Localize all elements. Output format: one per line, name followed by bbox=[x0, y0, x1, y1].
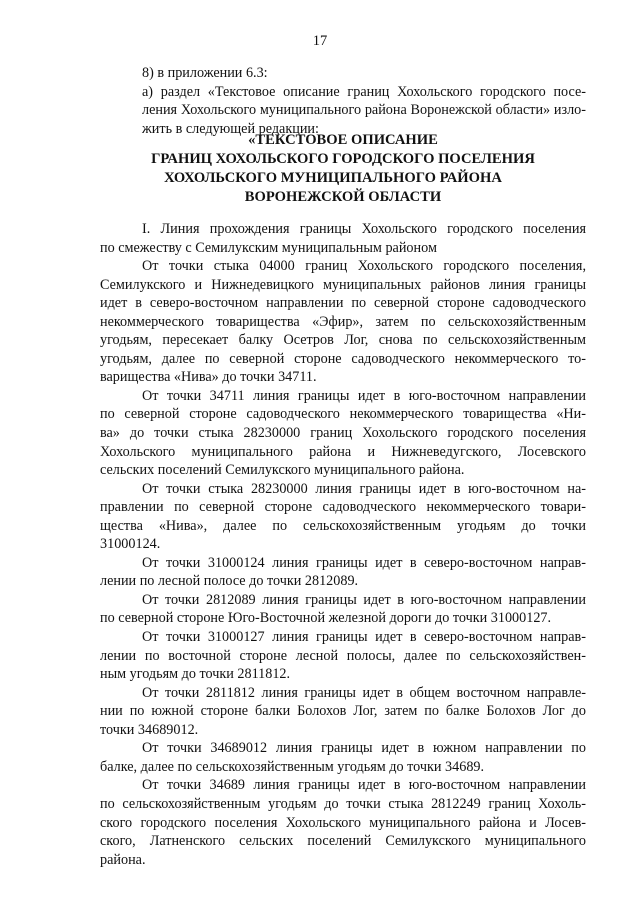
text-line: Хохольского муниципального района и Нижневедугского, Лосевского bbox=[100, 443, 586, 460]
text-line: по северной стороне садоводческого некоммерческого товарищества «Ни- bbox=[100, 406, 586, 423]
text-line: От точки стыка 28230000 линия границы идет в юго-восточном на- bbox=[142, 480, 586, 497]
text-line: точки 34689012. bbox=[100, 721, 199, 738]
text-line: 8) в приложении 6.3: bbox=[142, 65, 268, 81]
text-line: От точки 34689012 линия границы идет в южном направлении по bbox=[142, 740, 586, 757]
text-line: балке, далее по сельскохозяйственным угодьям до точки 34689. bbox=[100, 758, 485, 775]
text-line: жить в следующей редакции: bbox=[142, 120, 319, 137]
text-line: От точки 31000127 линия границы идет в северо-восточном направ- bbox=[142, 629, 586, 646]
text-line: лении по лесной полосе до точки 2812089. bbox=[100, 573, 359, 590]
text-line: а) раздел «Текстовое описание границ Хохольского городского посе- bbox=[142, 83, 586, 100]
text-line: ского, Латненского сельских поселений Семилукского муниципального bbox=[100, 833, 586, 850]
intro-block bbox=[100, 64, 586, 138]
text-line: Семилукского и Нижнедевицкого муниципальных районов линия границы bbox=[100, 276, 586, 293]
text-line: сельских поселений Семилукского муниципального района. bbox=[100, 462, 465, 479]
text-line: От точки 2812089 линия границы идет в юго-восточном направлении bbox=[142, 591, 586, 608]
text-line: угодьям, далее по северной стороне садоводческого некоммерческого то- bbox=[100, 350, 586, 367]
text-line: щества «Нива», далее по сельскохозяйственным угодьям до точки bbox=[100, 517, 586, 534]
heading-line: ГРАНИЦ ХОХОЛЬСКОГО ГОРОДСКОГО ПОСЕЛЕНИЯ bbox=[151, 151, 535, 167]
text-line: лении по восточной стороне лесной полосы, далее по сельскохозяйствен- bbox=[100, 647, 586, 664]
text-line: нии по южной стороне балки Болохов Лог, затем по балке Болохов Лог до bbox=[100, 703, 586, 720]
text-line: угодьям, пересекает балку Осетров Лог, снова по сельскохозяйственным bbox=[100, 332, 586, 349]
text-line: идет в северо-восточном направлении по северной стороне садоводческого bbox=[100, 295, 586, 312]
text-line: ления Хохольского муниципального района Воронежской области» изло- bbox=[142, 102, 586, 119]
text-line: правлении по северной стороне садоводческого некоммерческого товари- bbox=[100, 499, 586, 516]
heading-line: ХОХОЛЬСКОГО МУНИЦИПАЛЬНОГО РАЙОНА bbox=[164, 170, 502, 186]
text-line: От точки 34689 линия границы идет в юго-восточном направлении bbox=[142, 777, 586, 794]
heading-line: «ТЕКСТОВОЕ ОПИСАНИЕ bbox=[248, 132, 438, 148]
text-line: ным угодьям до точки 2811812. bbox=[100, 666, 291, 683]
text-line: ского городского поселения Хохольского муниципального района и Лосев- bbox=[100, 814, 586, 831]
text-line: От точки 2811812 линия границы идет в общем восточном направле- bbox=[142, 684, 586, 701]
text-line: по северной стороне Юго-Восточной железной дороги до точки 31000127. bbox=[100, 610, 552, 627]
text-line: некоммерческого товарищества «Эфир», затем по сельскохозяйственным bbox=[100, 313, 586, 330]
text-line: варищества «Нива» до точки 34711. bbox=[100, 369, 317, 386]
heading-line: ВОРОНЕЖСКОЙ ОБЛАСТИ bbox=[244, 189, 442, 205]
text-line: по сельскохозяйственным угодьям до точки стыка 2812249 границ Хохоль- bbox=[100, 795, 586, 812]
text-line: по смежеству с Семилукским муниципальным районом bbox=[100, 239, 437, 256]
text-line: ва» до точки стыка 28230000 границ Хохольского городского поселения bbox=[100, 425, 586, 442]
text-line: района. bbox=[100, 851, 146, 868]
text-line: I. Линия прохождения границы Хохольского городского поселения bbox=[142, 221, 586, 237]
main-text bbox=[100, 220, 586, 869]
text-line: От точки стыка 04000 границ Хохольского городского поселения, bbox=[142, 258, 586, 275]
text-line: От точки 34711 линия границы идет в юго-восточном направлении bbox=[142, 387, 586, 404]
page-number: 17 bbox=[312, 33, 328, 49]
text-line: От точки 31000124 линия границы идет в северо-восточном направ- bbox=[142, 554, 586, 571]
text-line: 31000124. bbox=[100, 536, 161, 553]
